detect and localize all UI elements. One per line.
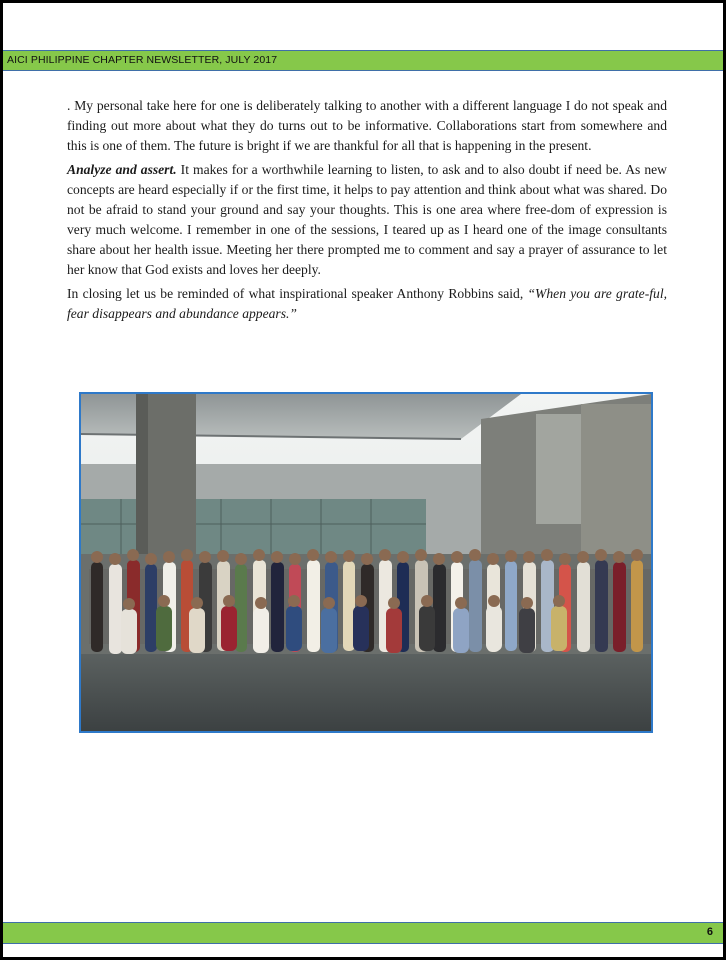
page-number: 6 — [706, 926, 713, 938]
paragraph-closing — [67, 284, 667, 324]
closing-text: In closing let us be reminded of what inspirational speaker Anthony Robbins said, — [67, 286, 528, 301]
article-body — [67, 96, 667, 328]
paragraph-analyze-and-assert — [67, 160, 667, 280]
newsletter-title: AICI PHILIPPINE CHAPTER NEWSLETTER, JULY 2017 — [7, 54, 278, 66]
paragraph-lead-heading: Analyze and assert. — [67, 162, 177, 177]
group-photo-illustration — [81, 394, 651, 731]
paragraph-body: It makes for a worthwhile learning to listen, to ask and to also doubt if need be. As new concepts are heard especially if or the first time, it helps to pay attention and think about what was shared. Do not be afraid to stand your ground and say your thoughts. This is one area where free-dom of expression is very much welcome. I remember in one of the sessions, I teared up as I heard one of the image consultants share about her health issue. Meeting her there prompted me to comment and say a prayer of assurance to let her know that God exists and loves her deeply. — [67, 162, 667, 277]
closing-quote: “When you are grate-ful, fear disappears and abundance appears.” — [67, 286, 667, 321]
newsletter-page — [3, 3, 723, 957]
footer-band — [3, 922, 723, 944]
header-band — [3, 50, 723, 71]
paragraph-collaborations: . My personal take here for one is deliberately talking to another with a different language I do not speak and finding out more about what they do turns out to be informative. Collaborations start from somewhere and this is one of them. The future is bright if we are thankful for all that is happening in the present. — [67, 98, 667, 153]
group-photo — [79, 392, 653, 733]
